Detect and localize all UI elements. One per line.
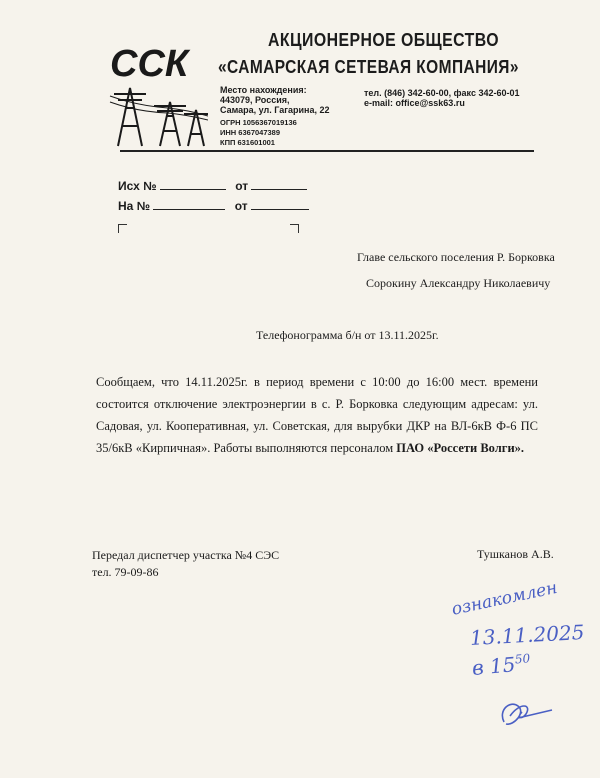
pylon-icon xyxy=(110,88,208,146)
handwritten-note: ознакомлен xyxy=(449,577,560,620)
handwritten-signature xyxy=(496,696,556,732)
message-body xyxy=(96,371,538,459)
address-line2: Самара, ул. Гагарина, 22 xyxy=(220,105,330,115)
inn: ИНН 6367047389 xyxy=(220,128,281,137)
org-contacts xyxy=(364,88,519,108)
sender-position: Передал диспетчер участка №4 СЭС xyxy=(92,548,280,562)
letterhead-divider xyxy=(120,150,534,152)
incoming-date-field xyxy=(251,197,309,210)
sender-phone: тел. 79-09-86 xyxy=(92,565,159,579)
logo-lettering: ССК xyxy=(110,43,189,85)
message-contractor: ПАО «Россети Волги». xyxy=(396,441,525,455)
incoming-ref-row xyxy=(118,197,309,213)
phone-fax: тел. (846) 342-60-00, факс 342-60-01 xyxy=(364,88,520,98)
address-block-corner-left xyxy=(118,224,127,233)
signer-name: Тушканов А.В. xyxy=(477,547,554,561)
handwritten-time xyxy=(471,651,532,680)
outgoing-number-label: Исх № xyxy=(118,179,157,193)
company-logo xyxy=(108,36,208,148)
handwritten-time-minutes: 50 xyxy=(514,651,531,667)
address-label: Место нахождения: xyxy=(220,85,307,95)
addressee-line1: Главе сельского поселения Р. Борковка xyxy=(357,250,555,264)
email: e-mail: office@ssk63.ru xyxy=(364,98,465,108)
outgoing-date-label: от xyxy=(235,179,249,193)
org-address xyxy=(220,85,330,115)
incoming-number-label: На № xyxy=(118,199,151,213)
org-title-line2: «САМАРСКАЯ СЕТЕВАЯ КОМПАНИЯ» xyxy=(218,57,519,77)
address-line1: 443079, Россия, xyxy=(220,95,290,105)
handwritten-date: 13.11.2025 xyxy=(469,620,585,650)
outgoing-number-field xyxy=(160,177,226,190)
address-block-corner-right xyxy=(290,224,299,233)
addressee-line2: Сорокину Александру Николаевичу xyxy=(366,276,551,290)
incoming-date-label: от xyxy=(234,199,248,213)
outgoing-ref-row xyxy=(118,177,307,193)
message-text: Сообщаем, что 14.11.2025г. в период времени с 10:00 до 16:00 мест. времени состоится отключение электроэнергии в с. Р. Борковка следующим адресам: ул. Садовая, ул. Кооперативная, ул. Советская, для вырубки ДКР на ВЛ-6кВ Ф-6 ПС 35/6кВ «Кирпичная». Работы выполняются персоналом xyxy=(96,375,538,455)
handwritten-time-hours: в 15 xyxy=(470,652,517,680)
kpp: КПП 631601001 xyxy=(220,138,275,147)
org-registration xyxy=(220,118,297,148)
document-subject: Телефонограмма б/н от 13.11.2025г. xyxy=(256,328,439,342)
org-title-line1: АКЦИОНЕРНОЕ ОБЩЕСТВО xyxy=(268,30,499,50)
ogrn: ОГРН 1056367019136 xyxy=(220,118,297,127)
incoming-number-field xyxy=(153,197,225,210)
sender-block xyxy=(92,547,279,581)
outgoing-date-field xyxy=(251,177,307,190)
